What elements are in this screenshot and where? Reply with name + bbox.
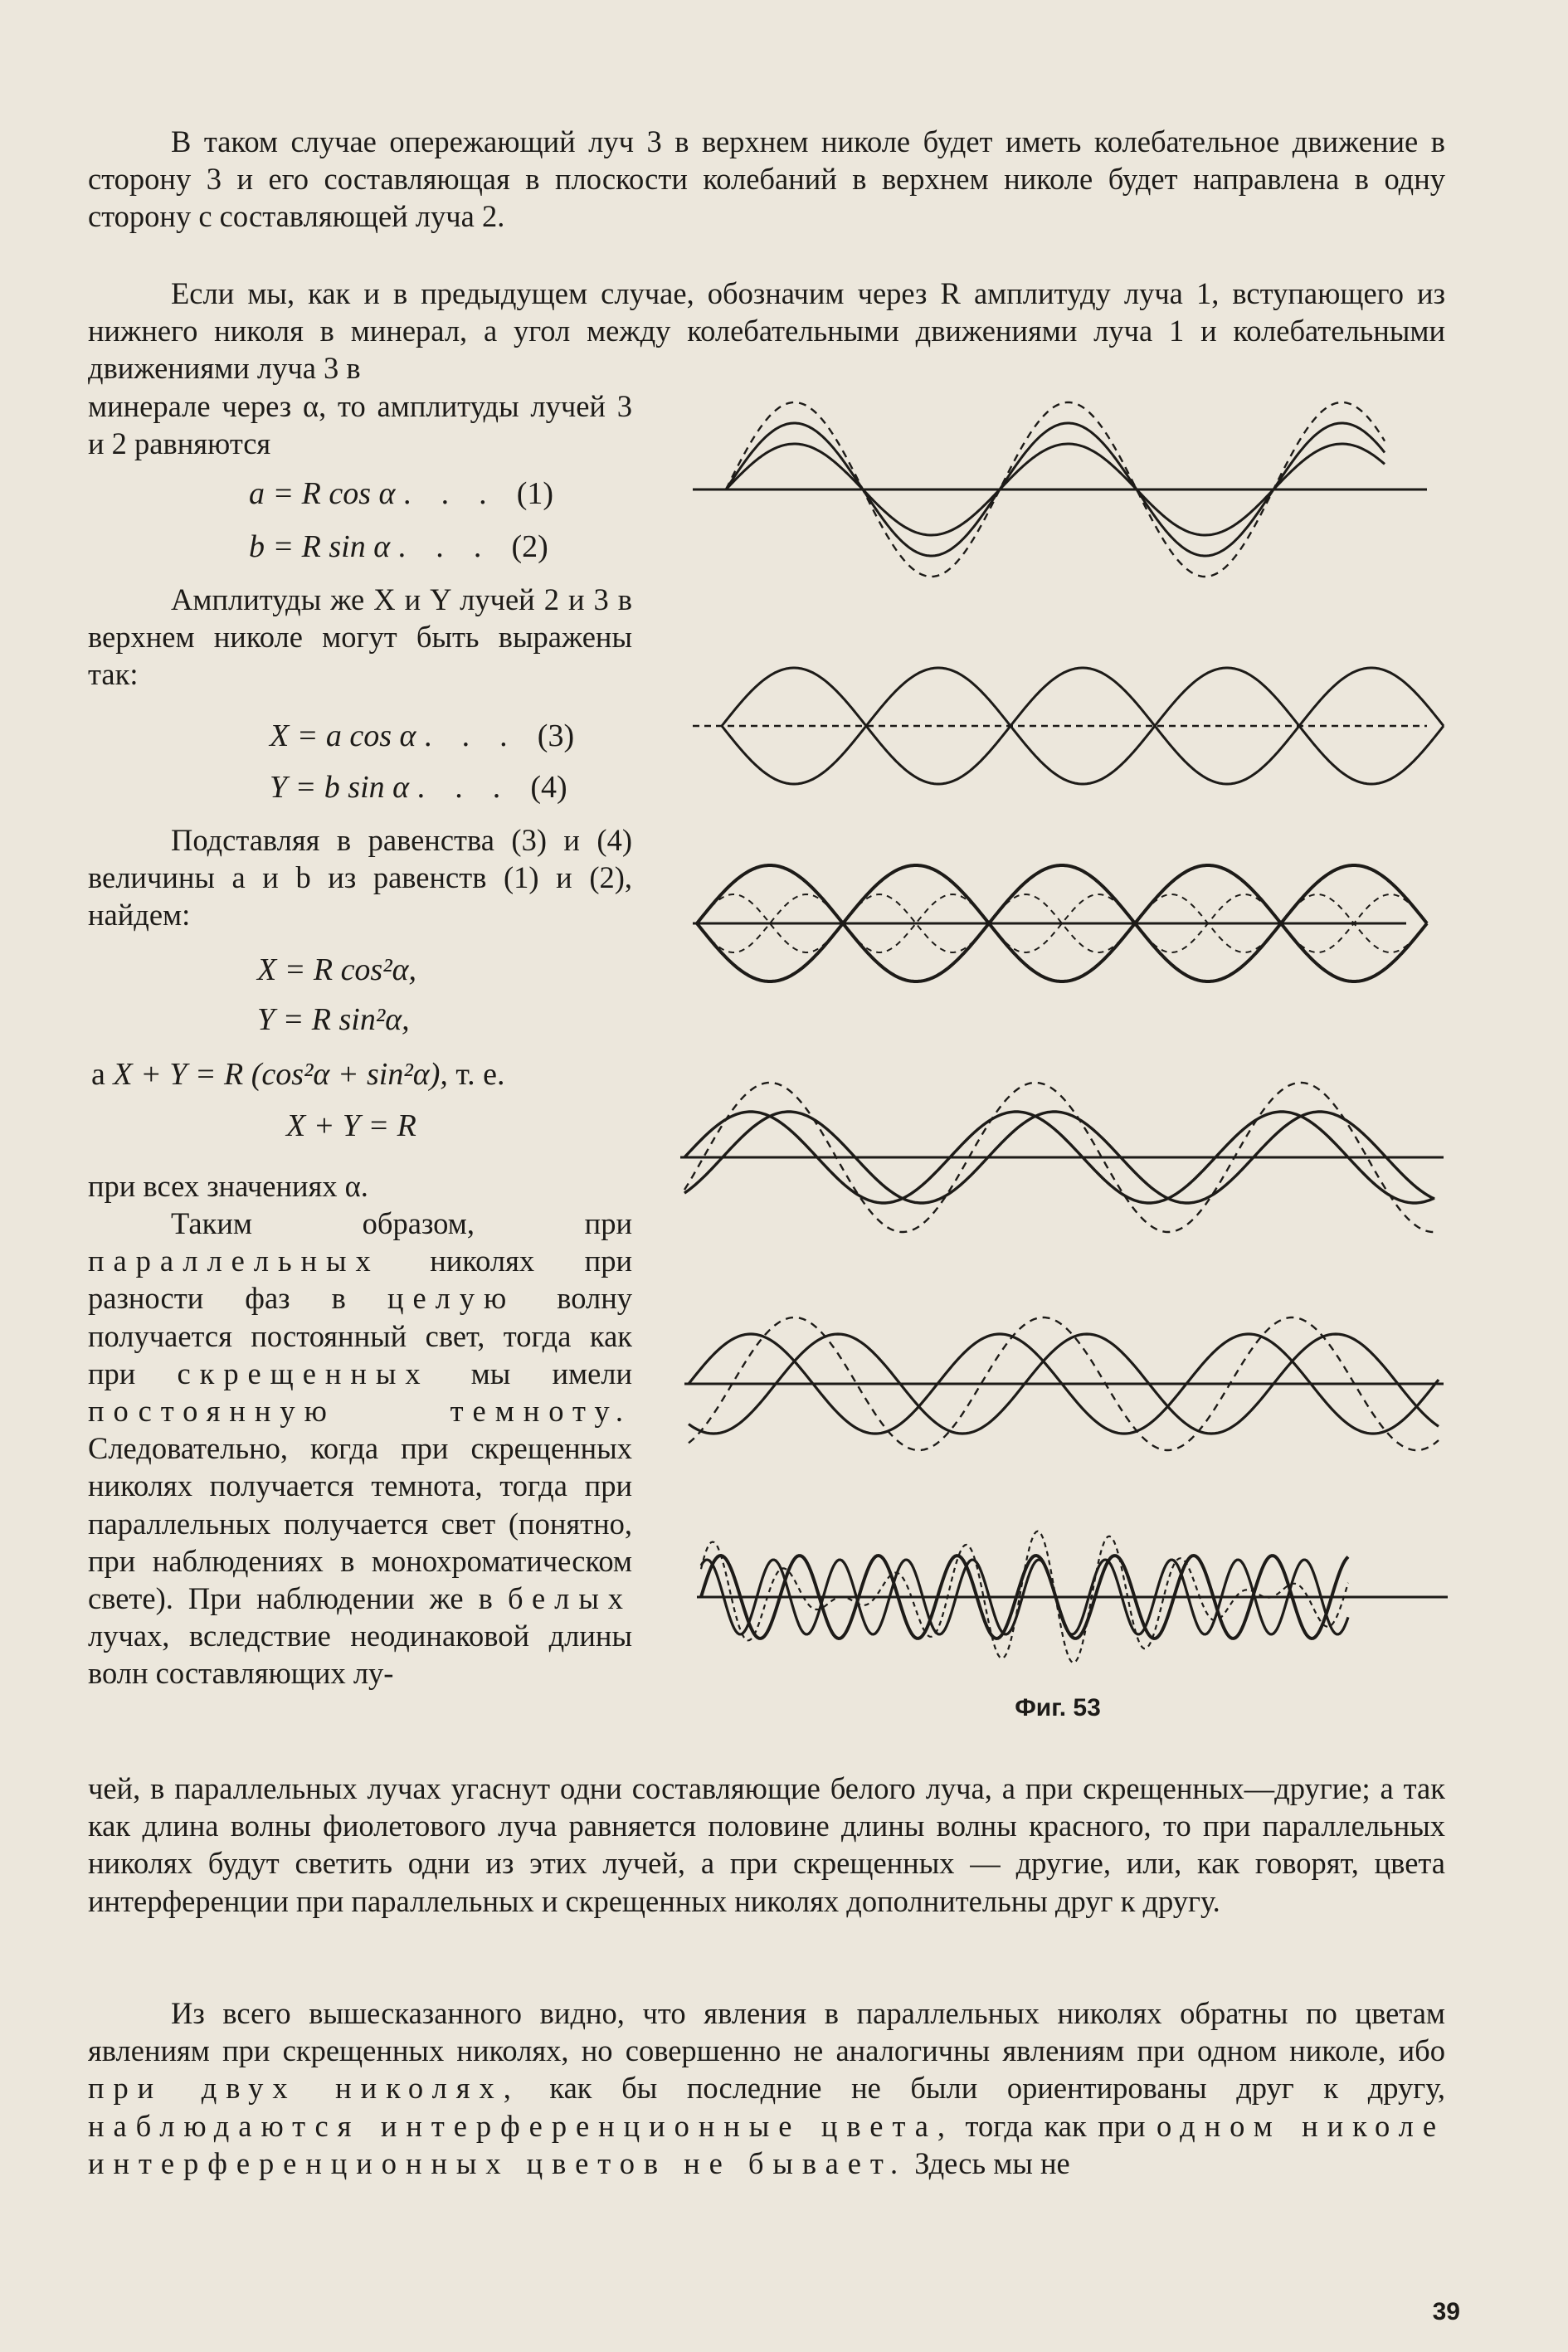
paragraph-2-top: Если мы, как и в предыдущем случае, обозначим через R амплитуду луча 1, вступающего из нижнего николя в минерал, а угол между колебательными движениями луча 1 и колебательными движениями луча 3 в [88,276,1445,386]
formula-x: X = R cos²α, [257,952,417,987]
formula-3: X = a cos α . . . (3) [270,718,575,753]
paragraph-5: при всех значениях α. [88,1169,368,1203]
formula-sum: а X + Y = R (cos²α + sin²α), т. е. [91,1057,505,1092]
formula-y: Y = R sin²α, [257,1002,410,1037]
paragraph-8: Из всего вышесказанного видно, что явления в параллельных николях обратны по цветам явлениям при скрещенных николях, но совершенно не аналогичны явлениям при одном николе, ибо при двух николях, как бы последние не были ориентированы друг к другу, наблюдаются интерференционные цвета, тогда как при одном николе интерференционных цветов не бывает. Здесь мы не [88,1996,1445,2180]
paragraph-2-side: минерале через α, то амплитуды лучей 3 и 2 равняются [88,389,632,461]
formula-1: a = R cos α . . . (1) [249,476,554,511]
figure-caption: Фиг. 53 [1015,1694,1101,1721]
paragraph-3: Амплитуды же X и Y лучей 2 и 3 в верхнем николе могут быть выражены так: [88,582,632,692]
paragraph-4: Подставляя в равенства (3) и (4) величины a и b из равенств (1) и (2), найдем: [88,823,632,933]
page-number: 39 [1432,2298,1460,2325]
paragraph-1: В таком случае опережающий луч 3 в верхнем николе будет иметь колебательное движение в сторону 3 и его составляющая в плоскости колебаний в верхнем николе будет направлена в одну сторону с составляющей луча 2. [88,124,1445,234]
formula-2: b = R sin α . . . (2) [249,529,548,564]
figure-53-wave-diagrams [676,390,1448,1692]
diagram-2-upper [722,668,1444,726]
paragraph-7: чей, в параллельных лучах угаснут одни составляющие белого луча, а при скрещенных—другие; а так как длина волны фиолетового луча равняется половине длины волны красного, то при параллельных николях будут светить одни из этих лучей, а при скрещенных — другие, или, как говорят, цвета интерференции при параллельных и скрещенных николях дополнительны друг к другу. [88,1771,1445,1918]
formula-4: Y = b sin α . . . (4) [270,770,567,805]
paragraph-6: Таким образом, при параллельных николях при разности фаз в целую волну получается постоянный свет, тогда как при скрещенных мы имели постоянную темноту. Следовательно, когда при скрещенных николях получается темнота, тогда при параллельных получается свет (понятно, при наблюдениях в монохроматическом свете). При наблюдении же в белых лучах, вследствие неодинаковой длины волн составляющих лу- [88,1206,633,1691]
formula-final: X + Y = R [286,1108,416,1143]
diagram-2-lower [722,726,1444,784]
